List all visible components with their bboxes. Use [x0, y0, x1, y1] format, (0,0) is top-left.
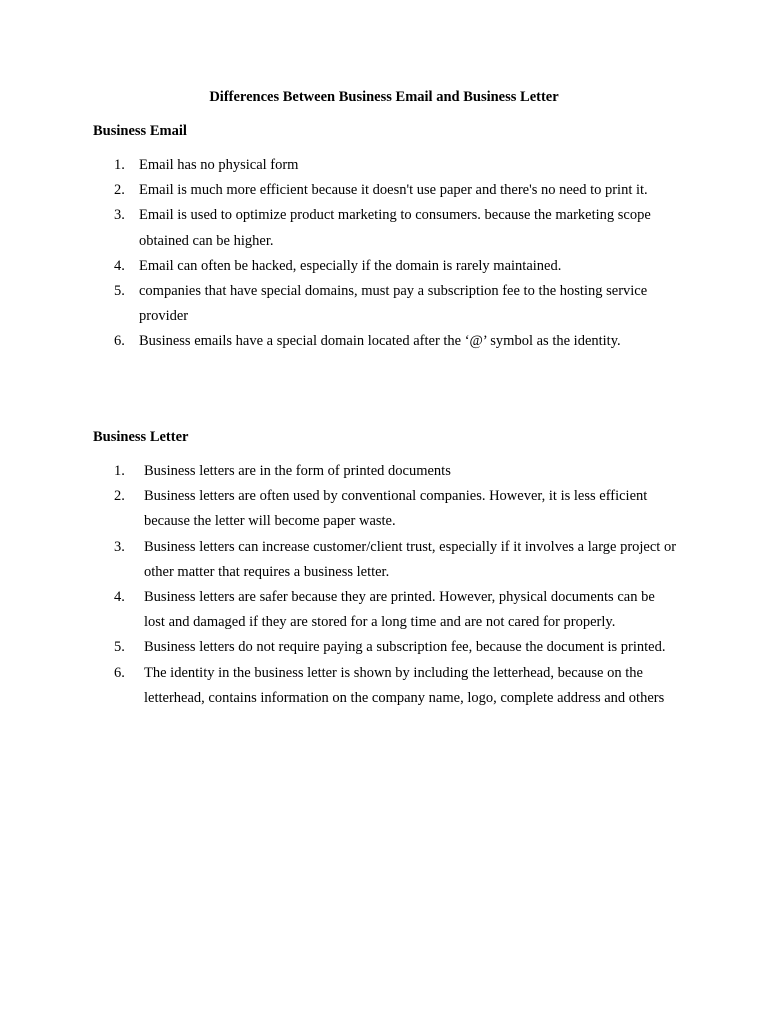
list-item-number: 5. [114, 283, 125, 300]
list-item [93, 153, 673, 178]
list-item [93, 661, 678, 711]
list-item-number: 6. [114, 664, 125, 681]
list-item-text: Email is used to optimize product marketing to consumers. because the marketing scope obtained can be higher. [139, 207, 651, 249]
list-item-number: 1. [114, 463, 125, 479]
list-item-number: 3. [114, 207, 125, 224]
list-item [93, 329, 673, 354]
business-letter-list [93, 459, 678, 711]
list-item-text: Email can often be hacked, especially if the domain is rarely maintained. [139, 257, 562, 274]
list-item-number: 2. [114, 182, 125, 199]
list-item-text: Business emails have a special domain located after the ‘@’ symbol as the identity. [139, 333, 621, 350]
section-heading-business-letter: Business Letter [93, 429, 189, 445]
list-item [93, 484, 678, 534]
list-item-text: Business letters are in the form of printed documents [144, 463, 451, 479]
list-item-text: Business letters are safer because they are printed. However, physical documents can be lost and damaged if they are stored for a long time and are not cared for properly. [144, 589, 655, 631]
list-item-text: Business letters can increase customer/client trust, especially if it involves a large project or other matter that requires a business letter. [144, 538, 677, 580]
list-item-number: 1. [114, 157, 125, 173]
list-item [93, 279, 673, 329]
list-item-text: Business letters are often used by conventional companies. However, it is less efficient because the letter will become paper waste. [144, 488, 648, 530]
list-item-number: 5. [114, 639, 125, 656]
list-item [93, 535, 678, 585]
list-item [93, 459, 678, 484]
business-email-list [93, 153, 673, 355]
list-item [93, 178, 673, 203]
document-title: Differences Between Business Email and Business Letter [209, 89, 559, 105]
list-item [93, 203, 673, 253]
list-item-number: 3. [114, 538, 125, 555]
list-item-number: 4. [114, 589, 125, 606]
list-item [93, 635, 678, 660]
list-item-number: 6. [114, 333, 125, 350]
section-heading-business-email: Business Email [93, 123, 187, 139]
list-item-number: 2. [114, 488, 125, 505]
list-item [93, 254, 673, 279]
list-item [93, 585, 678, 635]
list-item-text: Email is much more efficient because it doesn't use paper and there's no need to print it. [139, 182, 648, 199]
list-item-text: Email has no physical form [139, 157, 299, 173]
list-item-text: The identity in the business letter is shown by including the letterhead, because on the letterhead, contains information on the company name, logo, complete address and others [144, 664, 665, 706]
list-item-text: companies that have special domains, must pay a subscription fee to the hosting service provider [139, 283, 648, 325]
list-item-text: Business letters do not require paying a subscription fee, because the document is printed. [144, 639, 666, 656]
list-item-number: 4. [114, 257, 125, 274]
